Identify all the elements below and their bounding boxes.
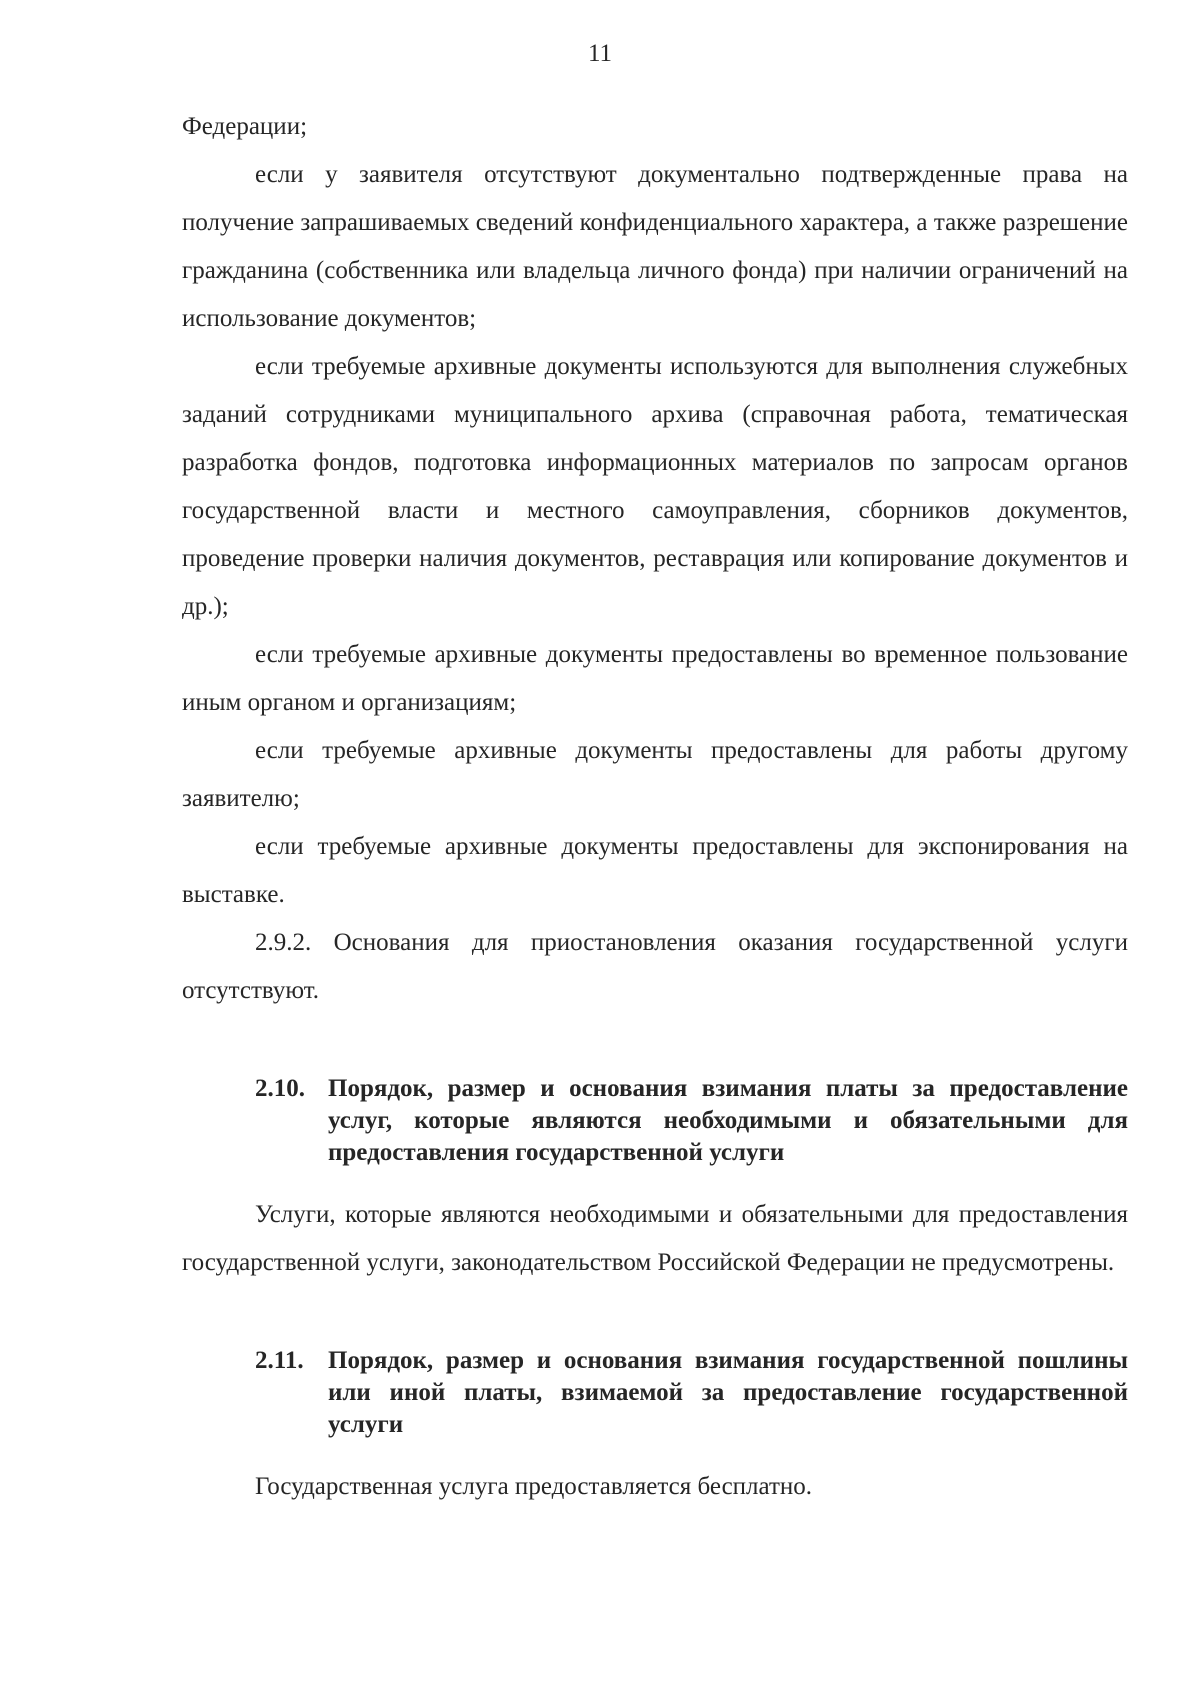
paragraph-2-9-2: 2.9.2. Основания для приостановления оказания государственной услуги отсутствуют.	[182, 929, 1128, 1004]
paragraph-exhibition: если требуемые архивные документы предоставлены для экспонирования на выставке.	[182, 833, 1128, 908]
section-title: Порядок, размер и основания взимания государственной пошлины или иной платы, взимаемой за предоставление государственной услуги	[328, 1347, 1128, 1438]
section-heading-2-10	[182, 1073, 1128, 1169]
section-2-11-body: Государственная услуга предоставляется бесплатно.	[255, 1473, 813, 1500]
section-title: Порядок, размер и основания взимания платы за предоставление услуг, которые являются необходимыми и обязательными для предоставления государственной услуги	[328, 1075, 1128, 1166]
paragraph-no-rights: если у заявителя отсутствуют документально подтвержденные права на получение запрашиваемых сведений конфиденциального характера, а также разрешение гражданина (собственника или владельца личного фонда) при наличии ограничений на использование документов;	[182, 161, 1128, 332]
page-number: 11	[587, 40, 613, 67]
section-heading-2-11	[182, 1345, 1128, 1441]
document-body	[182, 103, 1128, 1511]
section-number: 2.11.	[255, 1347, 304, 1374]
paragraph-continuation: Федерации;	[182, 113, 308, 140]
section-number: 2.10.	[255, 1075, 305, 1102]
paragraph-official-tasks: если требуемые архивные документы используются для выполнения служебных заданий сотрудниками муниципального архива (справочная работа, тематическая разработка фондов, подготовка информационных материалов по запросам органов государственной власти и местного самоуправления, сборников документов, проведение проверки наличия документов, реставрация или копирование документов и др.);	[182, 353, 1128, 620]
paragraph-temporary-use: если требуемые архивные документы предоставлены во временное пользование иным органом и организациям;	[182, 641, 1128, 716]
section-2-10-body: Услуги, которые являются необходимыми и обязательными для предоставления государственной услуги, законодательством Российской Федерации не предусмотрены.	[182, 1201, 1128, 1276]
paragraph-other-applicant: если требуемые архивные документы предоставлены для работы другому заявителю;	[182, 737, 1128, 812]
